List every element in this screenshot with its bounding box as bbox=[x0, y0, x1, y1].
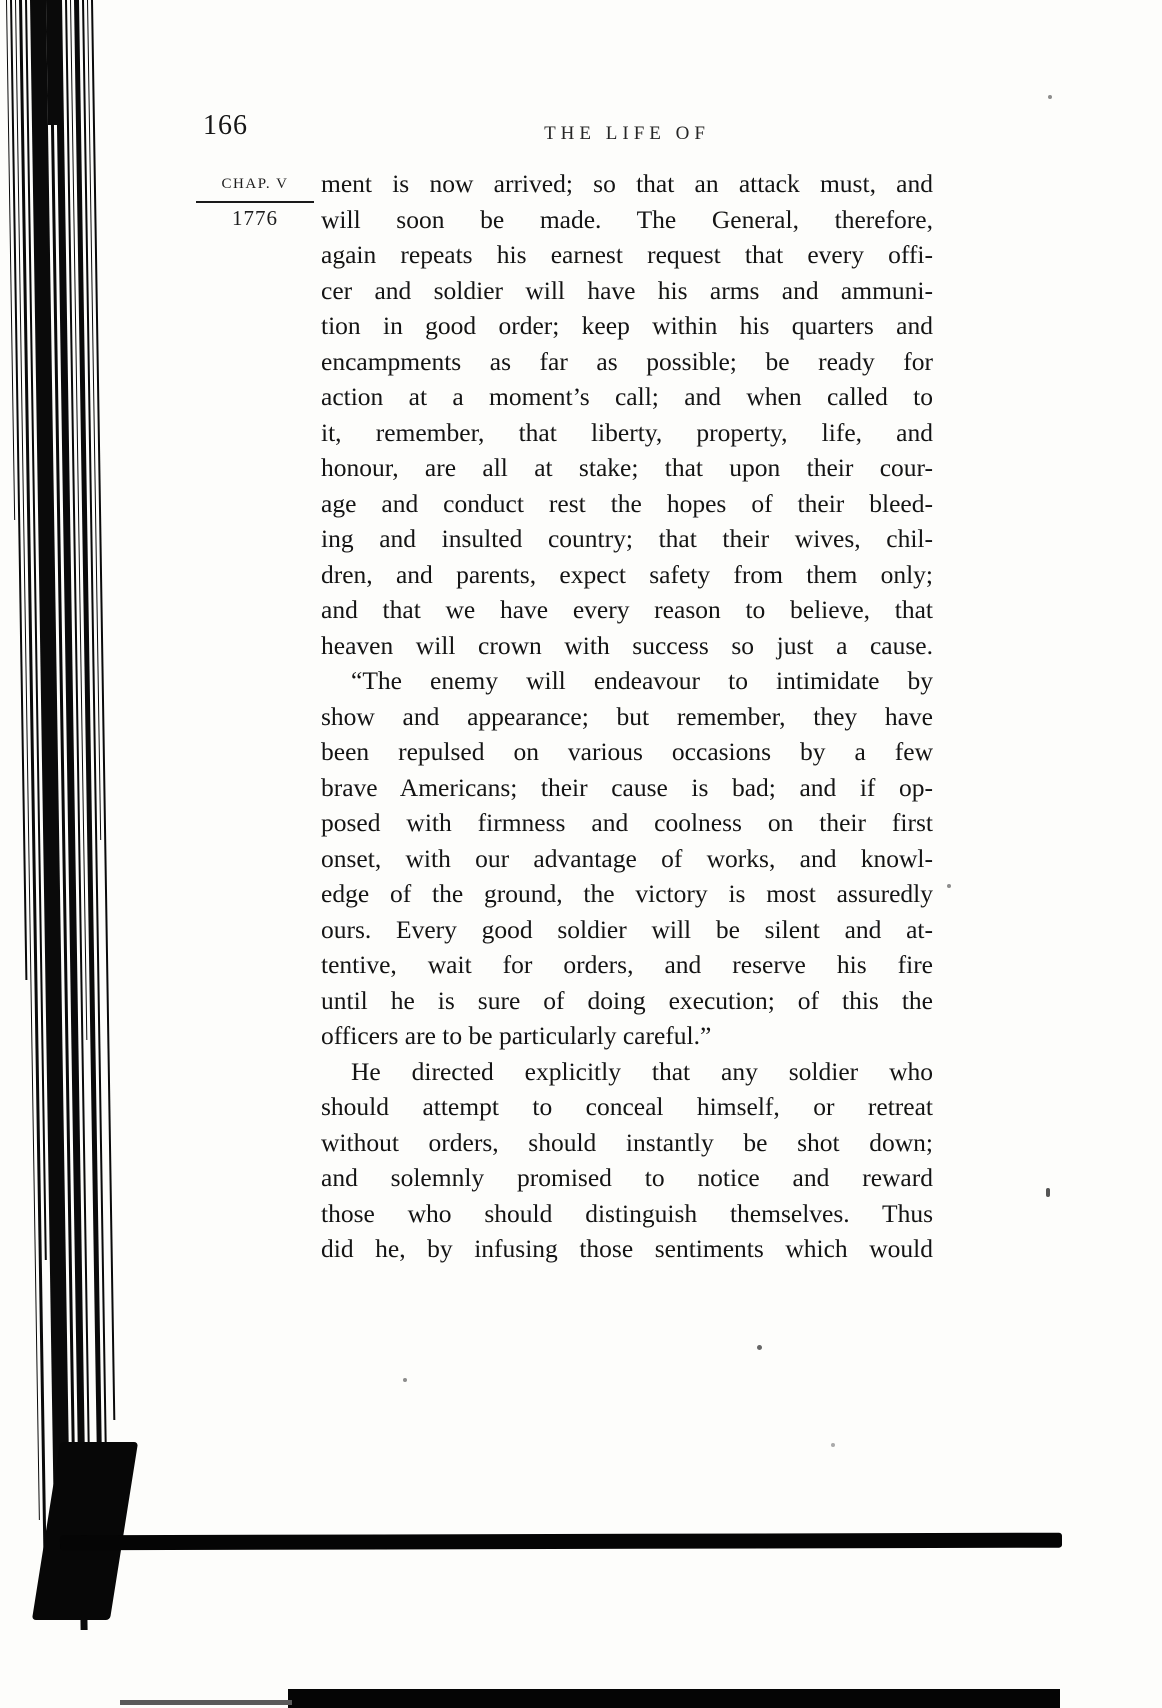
scan-bottom-edge-line bbox=[120, 1700, 292, 1705]
text-line: onset, with our advantage of works, and knowl- bbox=[321, 843, 933, 873]
text-line: posed with firmness and coolness on their first bbox=[321, 808, 933, 837]
scan-bottom-edge-bar bbox=[288, 1689, 1060, 1708]
chapter-label: CHAP. V bbox=[221, 176, 289, 192]
text-line: without orders, should instantly be shot down; bbox=[321, 1127, 933, 1157]
text-line: cer and soldier will have his arms and ammuni- bbox=[321, 275, 933, 305]
text-line: tion in good order; keep within his quarters and bbox=[321, 311, 933, 340]
scan-gutter-streaks bbox=[0, 0, 166, 1660]
text-line: should attempt to conceal himself, or retreat bbox=[321, 1092, 933, 1121]
text-line: “The enemy will endeavour to intimidate by bbox=[351, 666, 933, 695]
text-line: He directed explicitly that any soldier who bbox=[351, 1056, 933, 1086]
text-line: officers are to be particularly careful.” bbox=[321, 1021, 712, 1050]
running-header: THE LIFE OF bbox=[544, 123, 710, 144]
text-line: did he, by infusing those sentiments which would bbox=[321, 1234, 933, 1263]
text-line: age and conduct rest the hopes of their bleed- bbox=[321, 488, 933, 518]
text-line: and solemnly promised to notice and reward bbox=[321, 1163, 933, 1192]
text-line: honour, are all at stake; that upon their cour- bbox=[321, 453, 933, 482]
scan-speck bbox=[1046, 1188, 1050, 1197]
text-line: been repulsed on various occasions by a few bbox=[321, 737, 933, 766]
text-line: those who should distinguish themselves. Thus bbox=[321, 1198, 933, 1228]
text-line: heaven will crown with success so just a cause. bbox=[321, 630, 933, 660]
text-line: again repeats his earnest request that every offi- bbox=[321, 240, 933, 269]
scan-speck bbox=[757, 1345, 762, 1350]
text-line: dren, and parents, expect safety from them only; bbox=[321, 559, 933, 589]
text-line: until he is sure of doing execution; of this the bbox=[321, 985, 933, 1015]
text-line: tentive, wait for orders, and reserve his fire bbox=[321, 950, 933, 979]
text-line: ours. Every good soldier will be silent and at- bbox=[321, 914, 933, 944]
text-line: show and appearance; but remember, they have bbox=[321, 701, 933, 731]
text-line: action at a moment’s call; and when called to bbox=[321, 382, 933, 411]
margin-sidenote bbox=[196, 176, 314, 231]
text-line: ment is now arrived; so that an attack must, and bbox=[321, 169, 933, 198]
scan-speck bbox=[831, 1443, 835, 1447]
text-line: will soon be made. The General, therefore, bbox=[321, 204, 933, 234]
text-line: edge of the ground, the victory is most assuredly bbox=[321, 879, 933, 908]
page-body bbox=[321, 166, 933, 1267]
text-line: ing and insulted country; that their wives, chil- bbox=[321, 524, 933, 553]
text-line: it, remember, that liberty, property, life, and bbox=[321, 417, 933, 447]
text-line: encampments as far as possible; be ready for bbox=[321, 346, 933, 376]
text-line: brave Americans; their cause is bad; and if op- bbox=[321, 772, 933, 802]
scan-speck bbox=[1048, 95, 1052, 99]
sidenote-rule bbox=[196, 201, 314, 203]
year-label: 1776 bbox=[232, 206, 278, 230]
page-number: 166 bbox=[203, 110, 248, 141]
text-line: and that we have every reason to believe, that bbox=[321, 595, 933, 624]
scan-speck bbox=[403, 1378, 407, 1382]
scan-speck bbox=[947, 884, 951, 888]
scan-page-edge-bar bbox=[60, 1533, 1062, 1551]
